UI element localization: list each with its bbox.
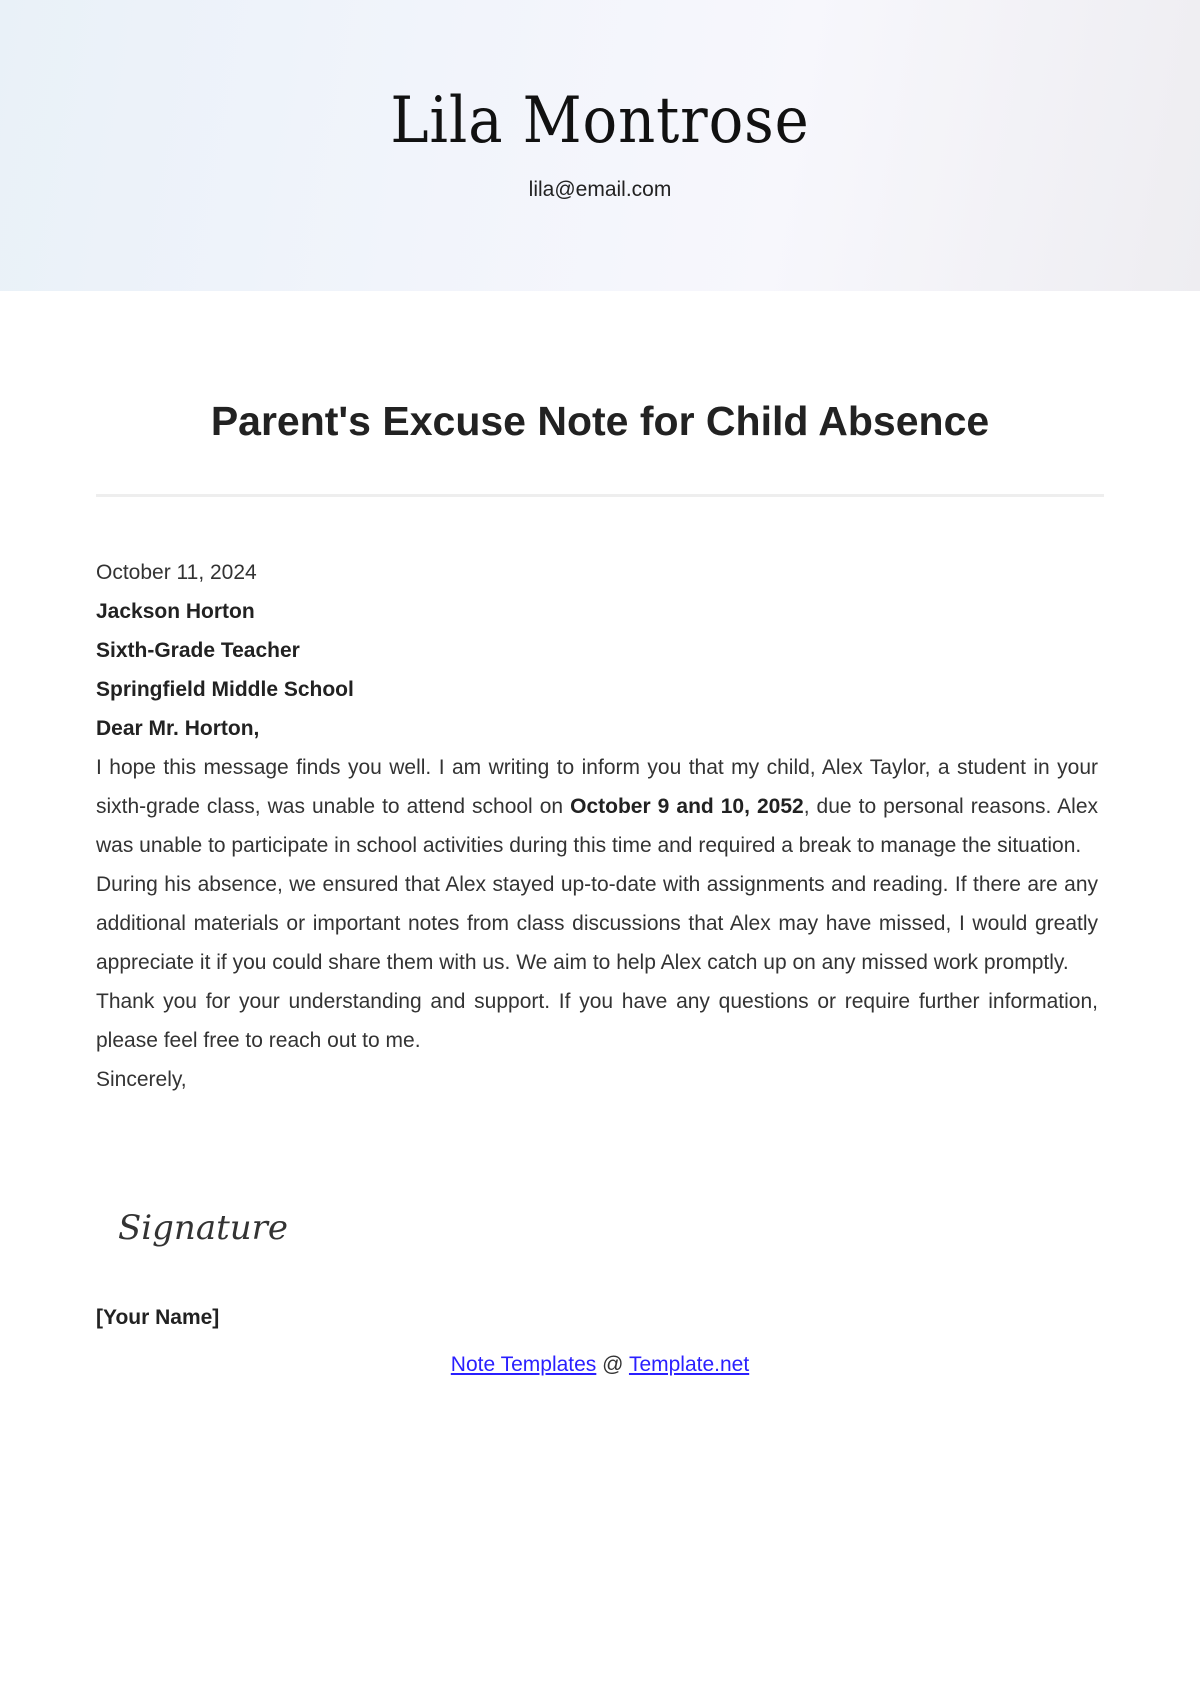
note-templates-link[interactable]: Note Templates	[450, 1353, 597, 1376]
salutation: Dear Mr. Horton,	[96, 717, 260, 740]
letter-body	[96, 553, 1098, 1099]
paragraph-3: Thank you for your understanding and support. If you have any questions or require further information, please feel free to reach out to me.	[96, 990, 1098, 1052]
sender-email: lila@email.com	[528, 178, 672, 201]
footer-separator: @	[602, 1353, 624, 1376]
absence-dates: October 9 and 10, 2052	[570, 795, 804, 818]
closing: Sincerely,	[96, 1068, 187, 1091]
recipient-name: Jackson Horton	[96, 600, 255, 623]
letterhead	[0, 0, 1200, 291]
p1-text: I hope this message finds you well. I am writing to inform you that my child, Alex Taylor, a student in your sixth-grade class, was unable to attend school on	[96, 756, 1098, 818]
date: October 11, 2024	[96, 561, 257, 584]
your-name: [Your Name]	[96, 1306, 220, 1329]
p1-text-end: , due to personal reasons. Alex was unable to participate in school activities during this time and required a break to manage the situation.	[96, 795, 1098, 857]
footer	[0, 1353, 1200, 1377]
recipient-title: Sixth-Grade Teacher	[96, 639, 300, 662]
paragraph-1	[96, 748, 1098, 865]
sender-name: Lila Montrose	[390, 84, 810, 158]
document-title: Parent's Excuse Note for Child Absence	[210, 398, 990, 444]
divider	[96, 494, 1104, 497]
recipient-school: Springfield Middle School	[96, 678, 354, 701]
paragraph-2: During his absence, we ensured that Alex stayed up-to-date with assignments and reading. If there are any additional materials or important notes from class discussions that Alex may have missed, I would greatly appreciate it if you could share them with us. We aim to help Alex catch up on any missed work promptly.	[96, 873, 1098, 974]
signature: Signature	[118, 1208, 289, 1248]
template-net-link[interactable]: Template.net	[628, 1353, 750, 1376]
